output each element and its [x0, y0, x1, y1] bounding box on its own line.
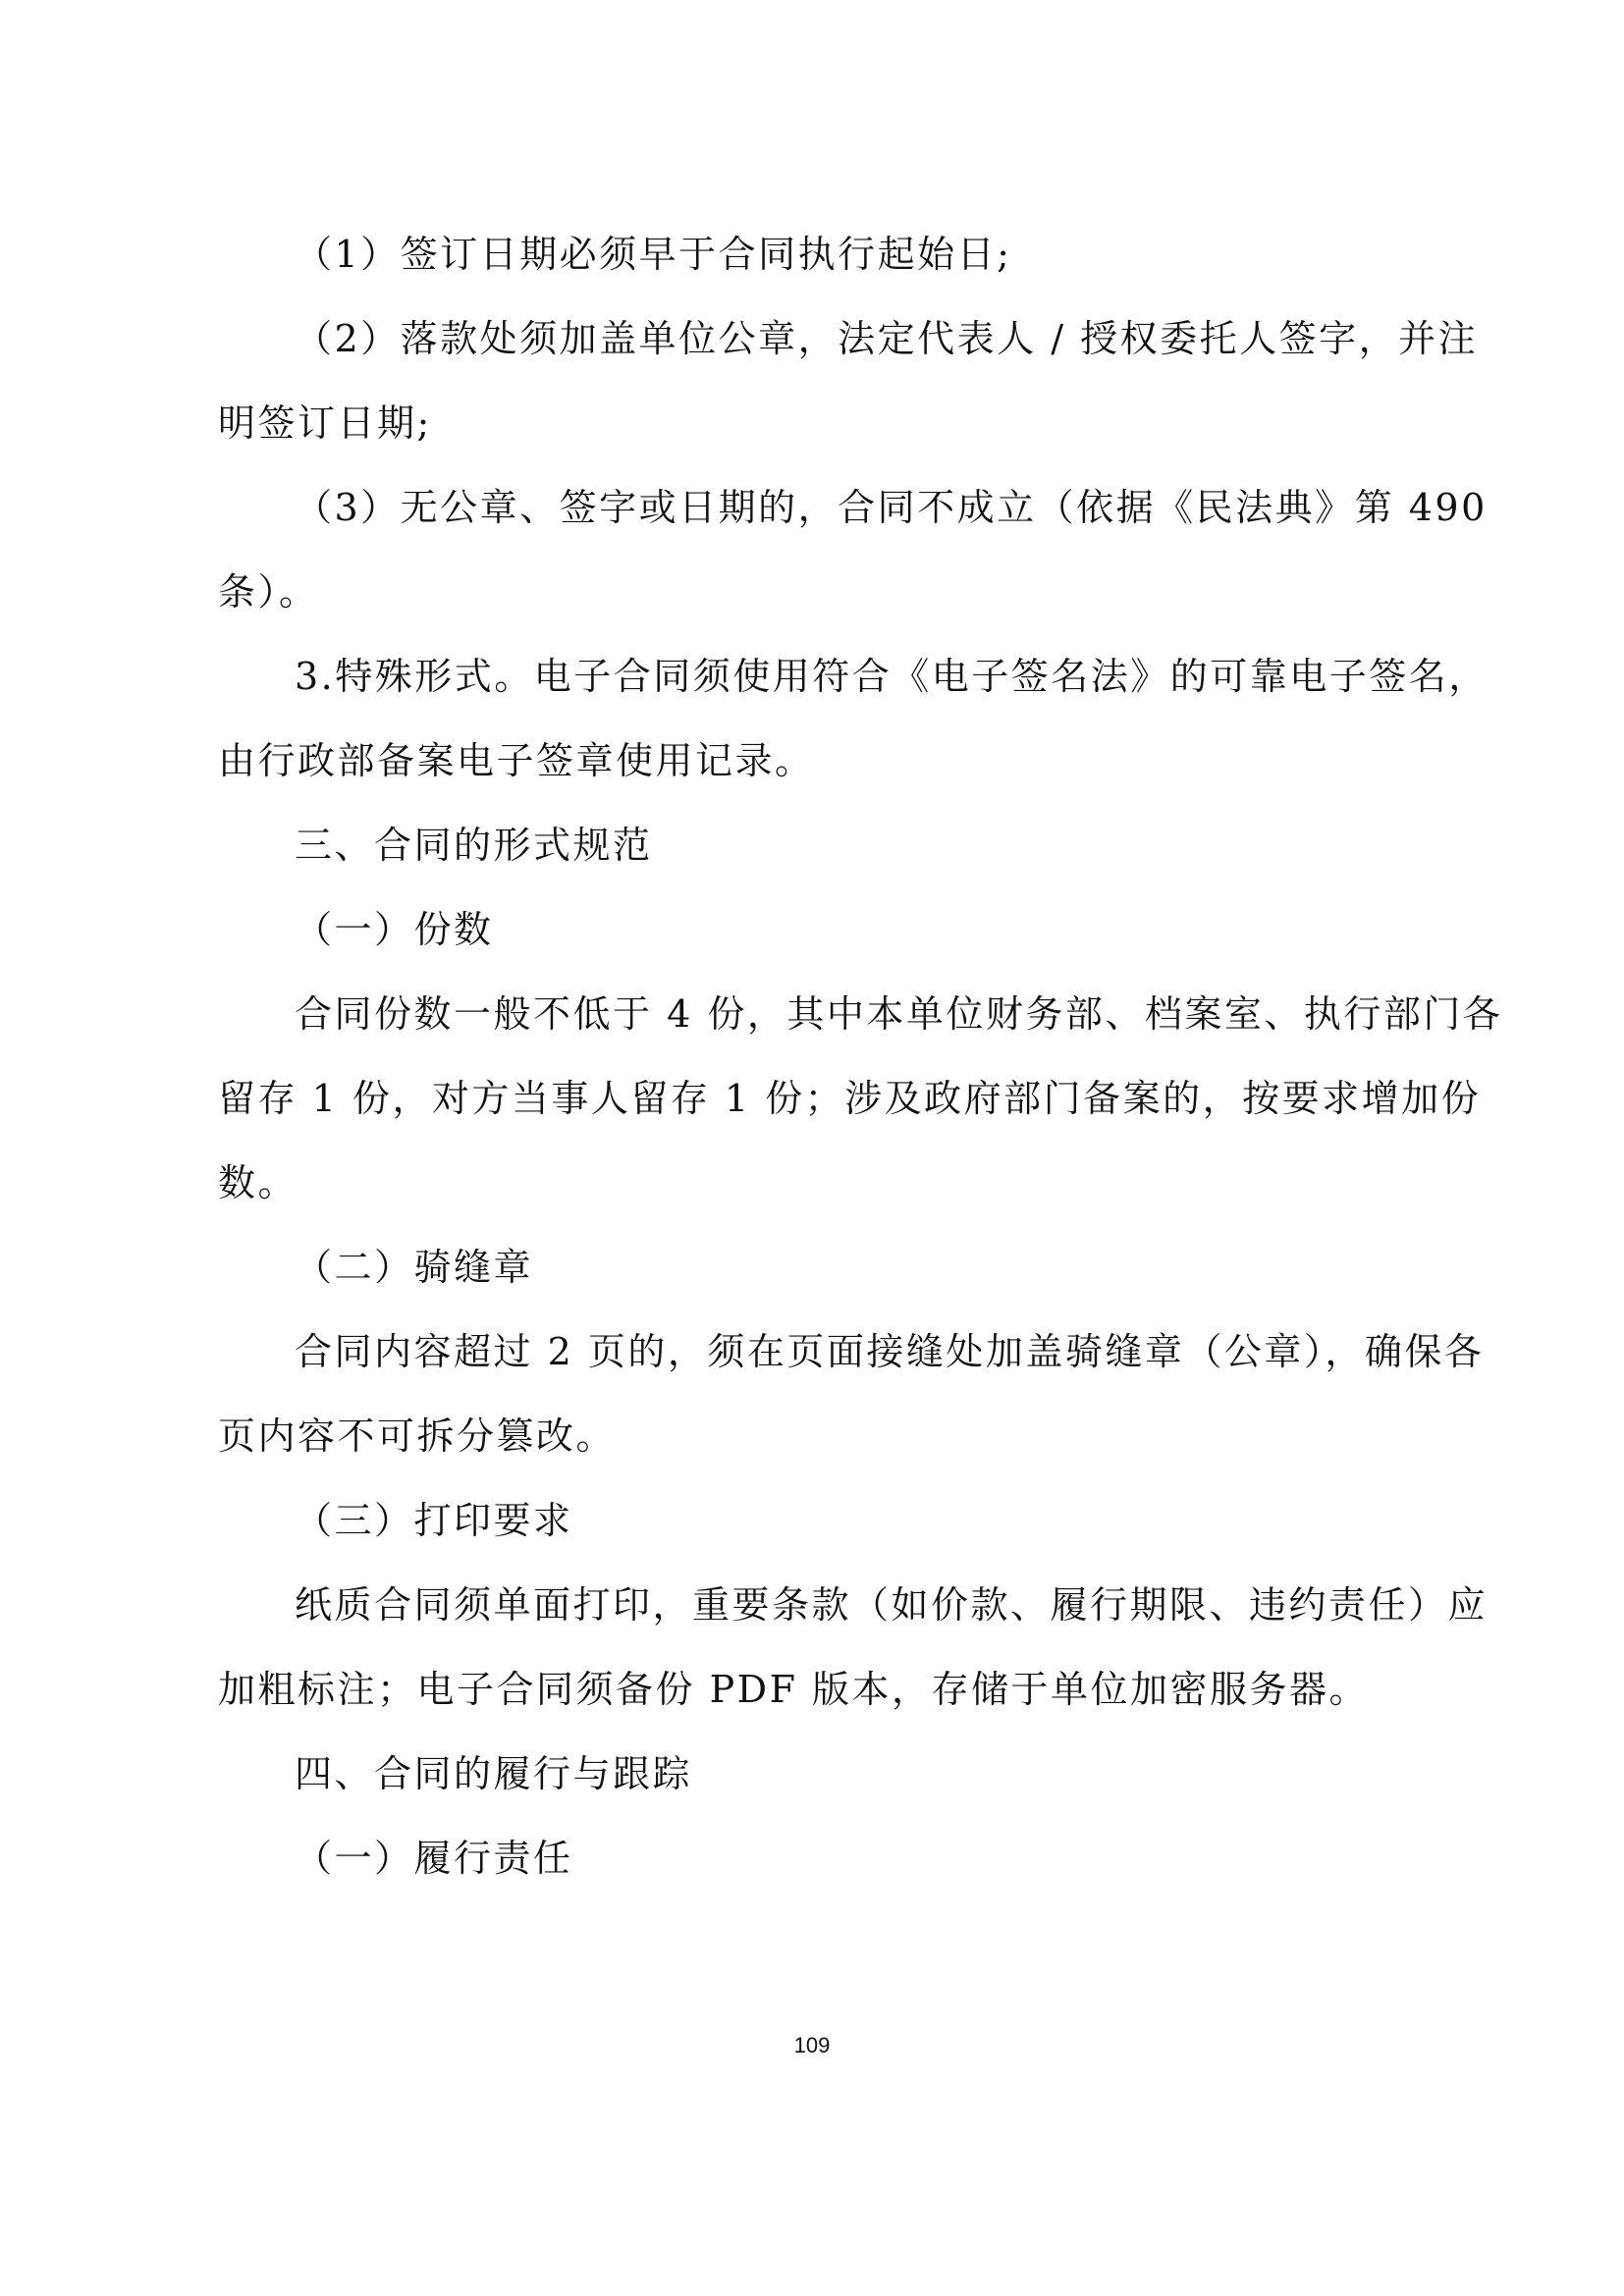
clause-1-signing-date: （1）签订日期必须早于合同执行起始日;	[295, 233, 1012, 276]
subheading-copies: （一）份数	[295, 908, 494, 951]
copies-paragraph-line-1: 合同份数一般不低于 4 份，其中本单位财务部、档案室、执行部门各	[295, 992, 1503, 1036]
paging-seal-paragraph-line-2: 页内容不可拆分篡改。	[218, 1415, 617, 1458]
clause-3-continuation: 条）。	[218, 570, 319, 614]
clause-2-seal-signature: （2）落款处须加盖单位公章，法定代表人 / 授权委托人签字，并注	[295, 317, 1479, 360]
special-form-paragraph: 3.特殊形式。电子合同须使用符合《电子签名法》的可靠电子签名，	[295, 655, 1489, 698]
paging-seal-paragraph-line-1: 合同内容超过 2 页的，须在页面接缝处加盖骑缝章（公章），确保各	[295, 1330, 1485, 1373]
section-heading-performance-tracking: 四、合同的履行与跟踪	[295, 1752, 693, 1795]
printing-paragraph-line-1: 纸质合同须单面打印，重要条款（如价款、履行期限、违约责任）应	[295, 1583, 1489, 1627]
copies-paragraph-line-2: 留存 1 份，对方当事人留存 1 份；涉及政府部门备案的，按要求增加份	[218, 1077, 1482, 1120]
section-heading-form-standards: 三、合同的形式规范	[295, 824, 653, 867]
page-number: 109	[793, 2033, 831, 2057]
printing-paragraph-line-2: 加粗标注；电子合同须备份 PDF 版本，存储于单位加密服务器。	[218, 1668, 1370, 1711]
clause-3-invalid-contract: （3）无公章、签字或日期的，合同不成立（依据《民法典》第 490	[295, 486, 1488, 529]
copies-paragraph-line-3: 数。	[218, 1161, 298, 1204]
subheading-performance-responsibility: （一）履行责任	[295, 1837, 573, 1880]
subheading-printing: （三）打印要求	[295, 1499, 573, 1542]
subheading-paging-seal: （二）骑缝章	[295, 1246, 534, 1289]
clause-2-continuation: 明签订日期;	[218, 401, 432, 445]
special-form-continuation: 由行政部备案电子签章使用记录。	[218, 739, 815, 782]
